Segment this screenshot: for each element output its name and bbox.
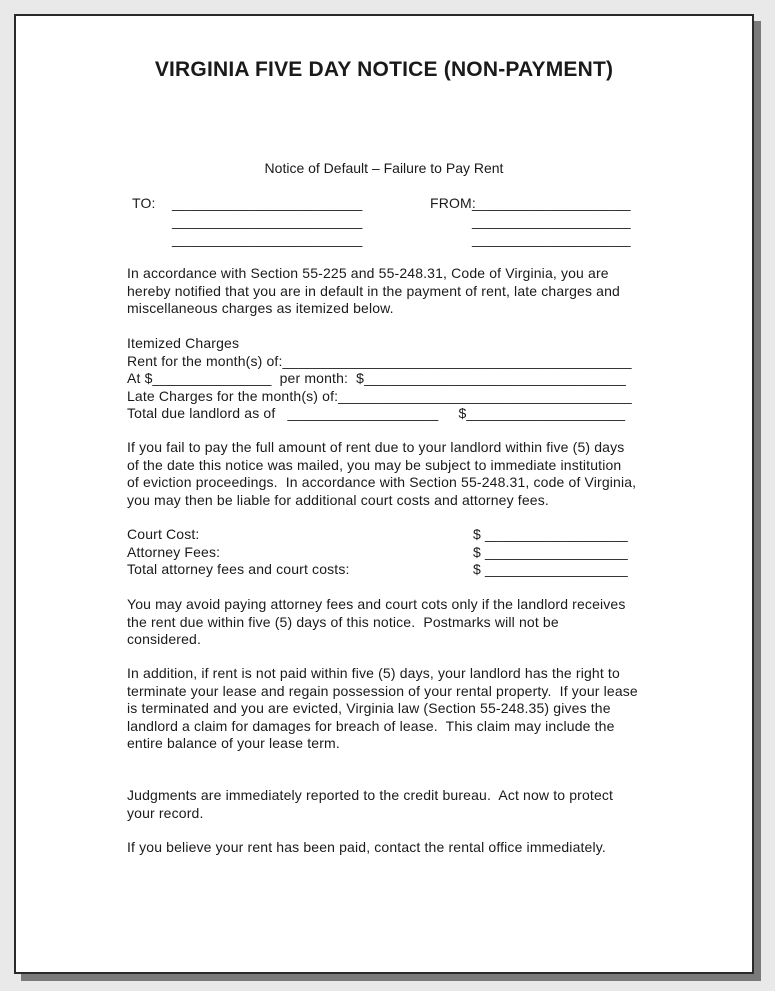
from-line-1: ____________________ — [472, 195, 631, 211]
closing-line: If you believe your rent has been paid, contact the rental office immediately. — [127, 839, 606, 855]
warning-line: of eviction proceedings. In accordance with Section 55-248.31, code of Virginia, — [127, 474, 637, 490]
avoid-line: the rent due within five (5) days of this notice. Postmarks will not be — [127, 613, 559, 630]
warning-line: of the date this notice was mailed, you may be subject to immediate institution — [127, 456, 622, 473]
rate-field: At $_______________ per month: $_________________________________ — [127, 370, 626, 386]
judgments-paragraph — [127, 787, 613, 822]
judgments-line: your record. — [127, 804, 204, 821]
late-charges-field: Late Charges for the month(s) of:_____________________________________ — [127, 387, 632, 404]
warning-line: you may then be liable for additional court costs and attorney fees. — [127, 491, 549, 508]
itemized-charges — [127, 335, 632, 423]
attorney-fees-label: Attorney Fees: — [127, 544, 221, 560]
avoid-line: You may avoid paying attorney fees and court cots only if the landlord receives — [127, 596, 626, 612]
termination-paragraph — [127, 665, 638, 753]
closing-paragraph — [127, 839, 606, 857]
document-page — [14, 14, 754, 974]
total-costs-label: Total attorney fees and court costs: — [127, 561, 350, 577]
total-costs-value: $ __________________ — [473, 561, 628, 577]
judgments-line: Judgments are immediately reported to the credit bureau. Act now to protect — [127, 787, 614, 803]
termination-line: landlord a claim for damages for breach of lease. This claim may include the — [127, 717, 615, 734]
intro-line: In accordance with Section 55-225 and 55-248.31, Code of Virginia, you are — [127, 265, 609, 281]
total-due-field: Total due landlord as of ___________________ $____________________ — [127, 405, 626, 421]
document-title: VIRGINIA FIVE DAY NOTICE (NON-PAYMENT) — [154, 58, 614, 81]
rent-months-field: Rent for the month(s) of:____________________________________________ — [127, 352, 632, 369]
court-cost-label: Court Cost: — [127, 526, 200, 542]
avoid-fees-paragraph — [127, 596, 626, 649]
intro-line: hereby notified that you are in default in the payment of rent, late charges and — [127, 282, 620, 299]
to-line-3: ________________________ — [172, 231, 363, 247]
warning-line: If you fail to pay the full amount of rent due to your landlord within five (5) days — [127, 439, 625, 455]
intro-paragraph — [127, 265, 620, 318]
attorney-fees-value: $ __________________ — [473, 544, 628, 560]
termination-line: terminate your lease and regain possession of your rental property. If your lease — [127, 682, 638, 699]
to-label: TO: — [132, 195, 156, 211]
to-line-2: ________________________ — [172, 213, 363, 229]
to-line-1: ________________________ — [172, 195, 363, 211]
intro-line: miscellaneous charges as itemized below. — [127, 300, 394, 316]
warning-paragraph — [127, 439, 636, 509]
document-subtitle: Notice of Default – Failure to Pay Rent — [264, 160, 504, 176]
from-label: FROM: — [430, 195, 476, 211]
termination-line: In addition, if rent is not paid within five (5) days, your landlord has the right to — [127, 665, 620, 681]
itemized-heading: Itemized Charges — [127, 335, 240, 351]
termination-line: entire balance of your lease term. — [127, 735, 340, 751]
termination-line: is terminated and you are evicted, Virginia law (Section 55-248.35) gives the — [127, 700, 611, 716]
from-line-3: ____________________ — [472, 231, 631, 247]
from-line-2: ____________________ — [472, 213, 631, 229]
avoid-line: considered. — [127, 631, 202, 647]
court-cost-value: $ __________________ — [473, 526, 628, 542]
